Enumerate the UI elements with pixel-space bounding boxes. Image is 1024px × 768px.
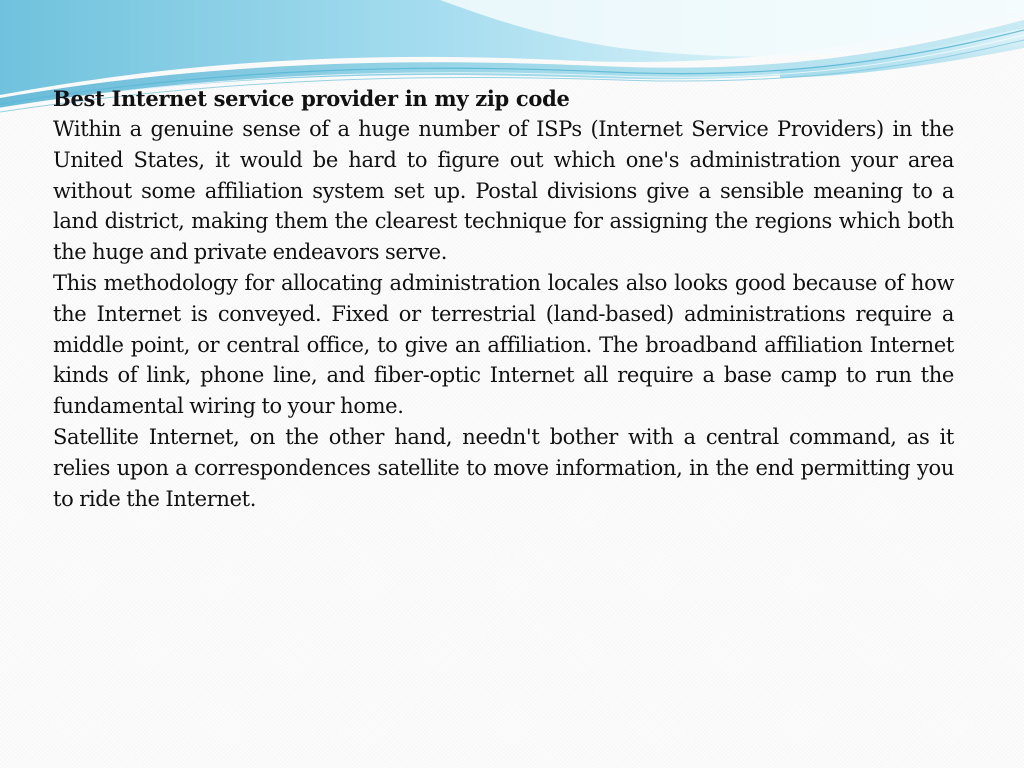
paragraph-2: This methodology for allocating administration locales also looks good because of how the Internet is conveyed. Fixed or terrestrial (land-based) administrations require a middle point, or central office, to give an affiliation. The broadband affiliation Internet kinds of link, phone line, and fiber-optic Internet all require a base camp to run the fundamental wiring to your home. <box>53 270 954 419</box>
slide-content <box>53 84 954 514</box>
slide-title: Best Internet service provider in my zip code <box>53 86 570 111</box>
paragraph-3: Satellite Internet, on the other hand, needn't bother with a central command, as it relies upon a correspondences satellite to move information, in the end permitting you to ride the Internet. <box>53 424 954 511</box>
paragraph-1: Within a genuine sense of a huge number of ISPs (Internet Service Providers) in the United States, it would be hard to figure out which one's administration your area without some affiliation system set up. Postal divisions give a sensible meaning to a land district, making them the clearest technique for assigning the regions which both the huge and private endeavors serve. <box>53 117 954 265</box>
